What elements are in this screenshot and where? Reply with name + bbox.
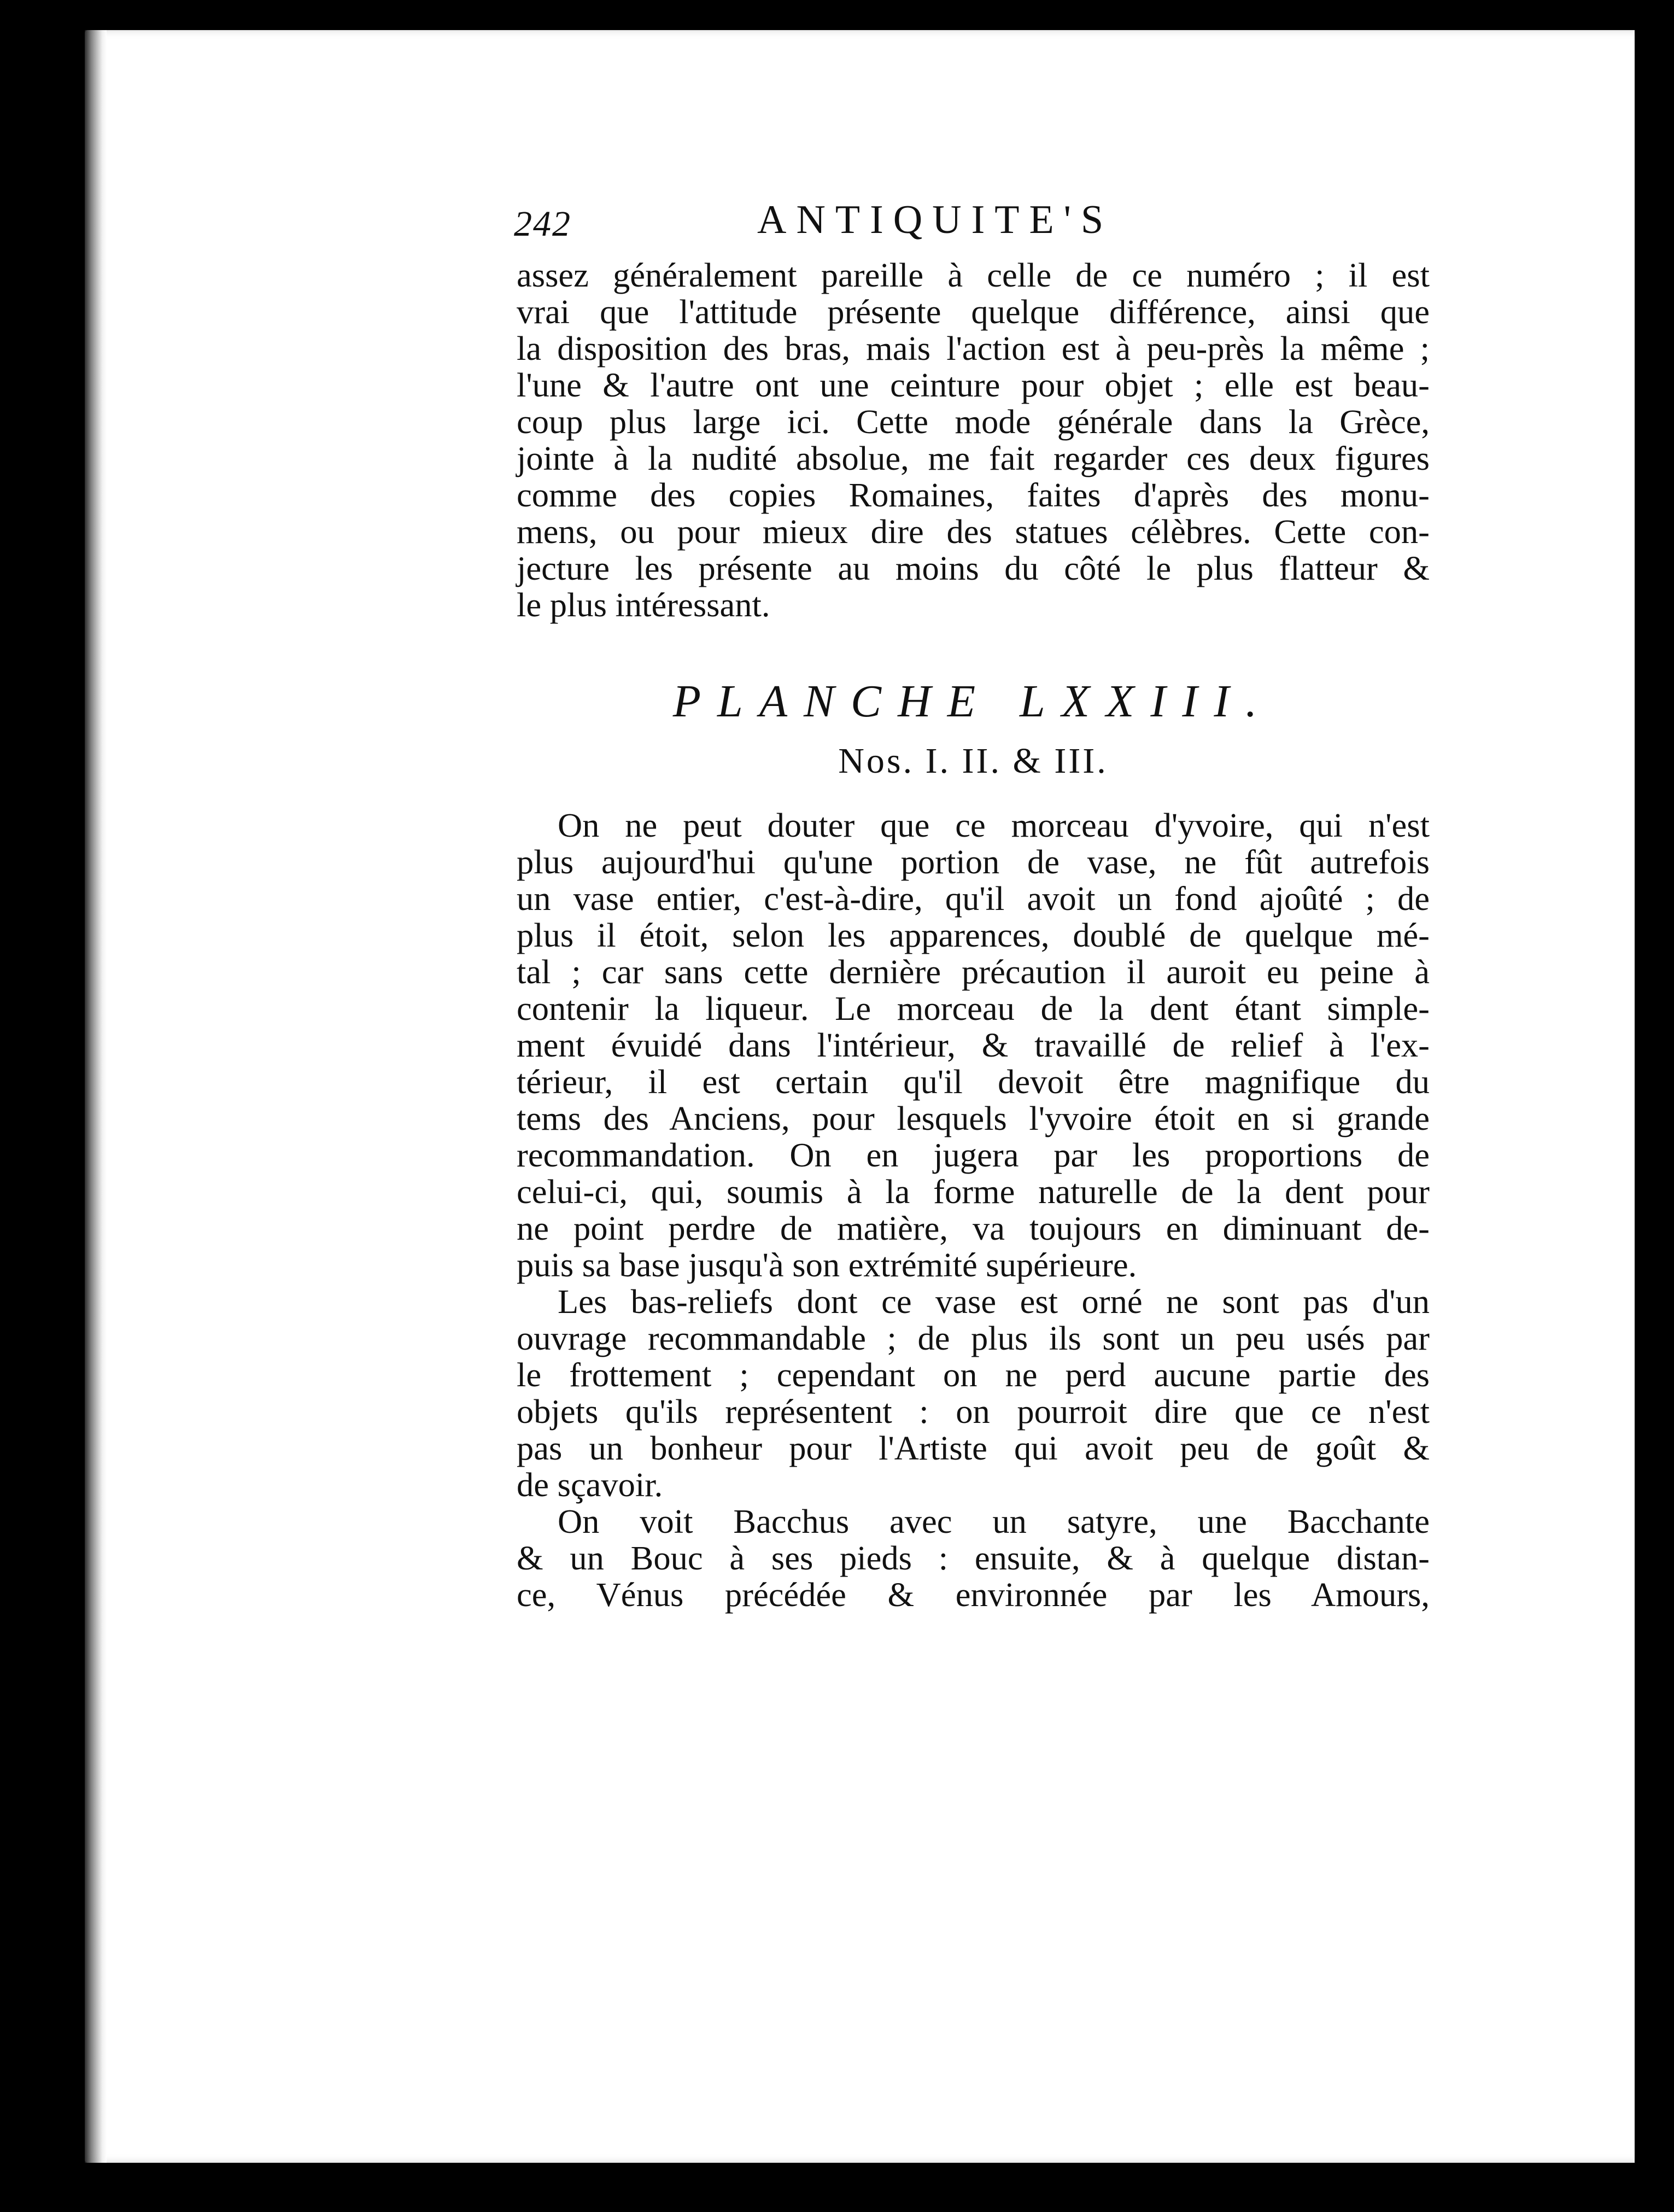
text-line: plus il étoit, selon les apparences, doublé de quelque mé- [517, 916, 1430, 954]
scan-border [0, 0, 87, 2212]
text-line: & un Bouc à ses pieds : ensuite, & à quelque distan- [517, 1539, 1430, 1577]
text-line: la disposition des bras, mais l'action est à peu-près la même ; [517, 329, 1430, 367]
plate-numbers: Nos. I. II. & III. [838, 741, 1108, 781]
text-line: celui-ci, qui, soumis à la forme naturelle de la dent pour [517, 1172, 1430, 1211]
text-line: comme des copies Romaines, faites d'après des monu- [517, 476, 1430, 514]
running-head [514, 197, 1430, 257]
text-line: coup plus large ici. Cette mode générale dans la Grèce, [517, 402, 1430, 441]
text-line: ne point perdre de matière, va toujours en diminuant de- [517, 1209, 1430, 1247]
running-title: ANTIQUITE'S [757, 197, 1114, 242]
page-text-block [514, 197, 1430, 1614]
text-line: l'une & l'autre ont une ceinture pour objet ; elle est beau- [517, 366, 1430, 404]
text-line: jointe à la nudité absolue, me fait regarder ces deux figures [517, 439, 1430, 477]
text-line: Les bas-reliefs dont ce vase est orné ne sont pas d'un [558, 1282, 1430, 1321]
text-line: ment évuidé dans l'intérieur, & travaillé de relief à l'ex- [517, 1026, 1430, 1064]
paragraph-3 [517, 1503, 1430, 1613]
plate-title: PLANCHE LXXIII. [672, 676, 1274, 727]
text-line: un vase entier, c'est-à-dire, qu'il avoit un fond ajoûté ; de [517, 879, 1430, 918]
text-line: objets qu'ils représentent : on pourroit dire que ce n'est [517, 1392, 1430, 1431]
text-line: On ne peut douter que ce morceau d'yvoire, qui n'est [558, 806, 1430, 844]
text-line: mens, ou pour mieux dire des statues célèbres. Cette con- [517, 512, 1430, 551]
text-line: térieur, il est certain qu'il devoit être magnifique du [517, 1063, 1430, 1101]
text-line: ce, Vénus précédée & environnée par les Amours, [517, 1575, 1430, 1614]
page-gutter-shadow [85, 30, 107, 2163]
text-line: de sçavoir. [517, 1466, 663, 1504]
text-line: contenir la liqueur. Le morceau de la dent étant simple- [517, 989, 1430, 1028]
text-line: plus aujourd'hui qu'une portion de vase, ne fût autrefois [517, 843, 1430, 881]
text-line: vrai que l'attitude présente quelque différence, ainsi que [517, 293, 1430, 331]
text-line: jecture les présente au moins du côté le plus flatteur & [517, 549, 1430, 587]
paragraph-1 [517, 807, 1430, 1283]
continuation-paragraph [517, 257, 1430, 623]
text-line: puis sa base jusqu'à son extrémité supérieure. [517, 1246, 1137, 1284]
text-line: le plus intéressant. [517, 586, 770, 624]
text-line: le frottement ; cependant on ne perd aucune partie des [517, 1356, 1430, 1394]
text-line: tems des Anciens, pour lesquels l'yvoire étoit en si grande [517, 1099, 1430, 1137]
text-line: On voit Bacchus avec un satyre, une Bacchante [558, 1502, 1430, 1540]
text-line: pas un bonheur pour l'Artiste qui avoit peu de goût & [517, 1429, 1430, 1467]
page-number: 242 [514, 204, 571, 244]
paragraph-2 [517, 1283, 1430, 1503]
text-line: ouvrage recommandable ; de plus ils sont un peu usés par [517, 1319, 1430, 1357]
text-line: recommandation. On en jugera par les proportions de [517, 1136, 1430, 1174]
text-line: assez généralement pareille à celle de ce numéro ; il est [517, 256, 1430, 294]
text-line: tal ; car sans cette dernière précaution il auroit eu peine à [517, 953, 1430, 991]
